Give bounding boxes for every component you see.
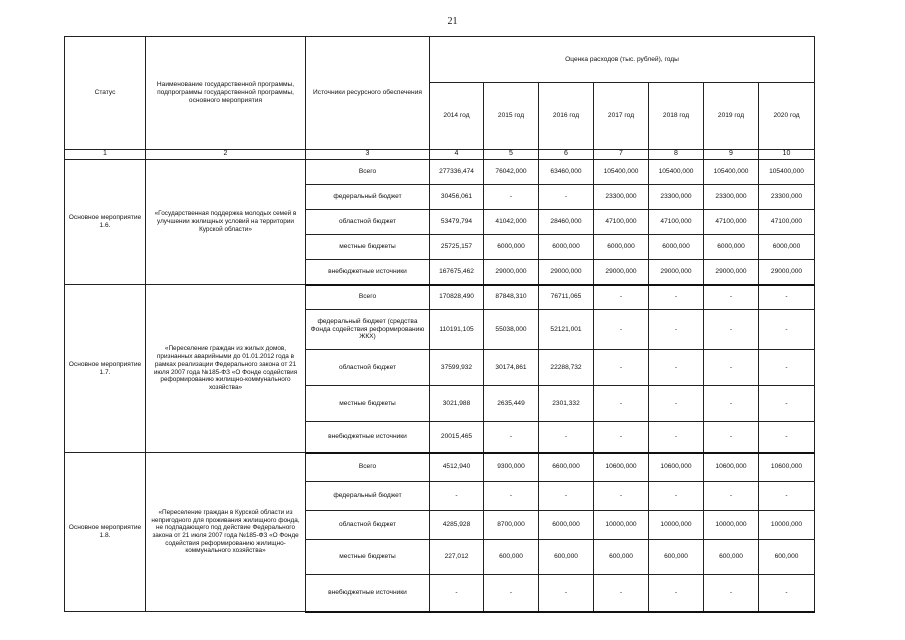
- value-cell: 600,000: [649, 540, 704, 575]
- value-cell: -: [704, 386, 759, 422]
- value-cell: 29000,000: [649, 260, 704, 285]
- year-header: 2017 год: [594, 83, 649, 150]
- value-cell: 23300,000: [649, 185, 704, 210]
- column-number: 2: [146, 150, 306, 160]
- column-number: 7: [594, 150, 649, 160]
- value-cell: 277336,474: [430, 160, 484, 185]
- table-row: [65, 160, 815, 185]
- column-number: 1: [65, 150, 146, 160]
- value-cell: -: [594, 310, 649, 350]
- source-cell: Всего: [306, 285, 430, 310]
- value-cell: 47100,000: [649, 210, 704, 235]
- value-cell: 600,000: [759, 540, 815, 575]
- value-cell: 227,012: [430, 540, 484, 575]
- value-cell: 6000,000: [759, 235, 815, 260]
- value-cell: 87848,310: [484, 285, 539, 310]
- header-row: [65, 37, 815, 83]
- value-cell: -: [430, 482, 484, 511]
- value-cell: 55038,000: [484, 310, 539, 350]
- value-cell: 10600,000: [649, 453, 704, 482]
- value-cell: 3021,988: [430, 386, 484, 422]
- source-cell: областной бюджет: [306, 210, 430, 235]
- value-cell: 23300,000: [594, 185, 649, 210]
- value-cell: 600,000: [539, 540, 594, 575]
- column-number: 3: [306, 150, 430, 160]
- value-cell: 600,000: [594, 540, 649, 575]
- value-cell: 6600,000: [539, 453, 594, 482]
- program-header: Наименование государственной программы, подпрограммы государственной программы, основного мероприятия: [146, 37, 306, 150]
- value-cell: -: [484, 482, 539, 511]
- value-cell: -: [759, 386, 815, 422]
- value-cell: 6000,000: [539, 511, 594, 540]
- value-cell: 8700,000: [484, 511, 539, 540]
- value-cell: -: [430, 575, 484, 612]
- column-number: 9: [704, 150, 759, 160]
- value-cell: -: [704, 422, 759, 453]
- value-cell: -: [704, 575, 759, 612]
- source-cell: Всего: [306, 160, 430, 185]
- budget-table: [64, 36, 815, 613]
- value-cell: -: [484, 185, 539, 210]
- value-cell: 9300,000: [484, 453, 539, 482]
- source-cell: федеральный бюджет: [306, 185, 430, 210]
- value-cell: -: [759, 482, 815, 511]
- value-cell: -: [539, 482, 594, 511]
- table-body: [65, 37, 815, 612]
- status-cell: Основное мероприятие 1.7.: [65, 285, 146, 453]
- column-number-row: [65, 150, 815, 160]
- source-cell: областной бюджет: [306, 350, 430, 386]
- value-cell: 63460,000: [539, 160, 594, 185]
- value-cell: -: [759, 350, 815, 386]
- value-cell: -: [759, 575, 815, 612]
- value-cell: 41042,000: [484, 210, 539, 235]
- value-cell: 10000,000: [704, 511, 759, 540]
- value-cell: 10000,000: [759, 511, 815, 540]
- value-cell: 4285,928: [430, 511, 484, 540]
- source-cell: местные бюджеты: [306, 235, 430, 260]
- status-cell: Основное мероприятие 1.6.: [65, 160, 146, 285]
- value-cell: -: [594, 575, 649, 612]
- column-number: 5: [484, 150, 539, 160]
- value-cell: 600,000: [484, 540, 539, 575]
- year-header: 2019 год: [704, 83, 759, 150]
- source-cell: местные бюджеты: [306, 540, 430, 575]
- value-cell: -: [484, 422, 539, 453]
- value-cell: 29000,000: [484, 260, 539, 285]
- column-number: 8: [649, 150, 704, 160]
- value-cell: 76042,000: [484, 160, 539, 185]
- value-cell: -: [759, 310, 815, 350]
- value-cell: 105400,000: [704, 160, 759, 185]
- value-cell: 47100,000: [594, 210, 649, 235]
- value-cell: 2301,332: [539, 386, 594, 422]
- value-cell: 29000,000: [704, 260, 759, 285]
- value-cell: 76711,065: [539, 285, 594, 310]
- source-cell: внебюджетные источники: [306, 260, 430, 285]
- value-cell: 10600,000: [704, 453, 759, 482]
- value-cell: -: [594, 482, 649, 511]
- value-cell: 167675,462: [430, 260, 484, 285]
- source-cell: федеральный бюджет: [306, 482, 430, 511]
- value-cell: -: [539, 185, 594, 210]
- value-cell: -: [759, 285, 815, 310]
- value-cell: 10000,000: [649, 511, 704, 540]
- value-cell: 105400,000: [649, 160, 704, 185]
- value-cell: 600,000: [704, 540, 759, 575]
- year-header: 2016 год: [539, 83, 594, 150]
- value-cell: -: [649, 422, 704, 453]
- value-cell: 10600,000: [594, 453, 649, 482]
- value-cell: 47100,000: [704, 210, 759, 235]
- program-cell: «Государственная поддержка молодых семей в улучшении жилищных условий на территории Курской области»: [146, 160, 306, 285]
- value-cell: 4512,940: [430, 453, 484, 482]
- value-cell: 105400,000: [594, 160, 649, 185]
- source-cell: внебюджетные источники: [306, 575, 430, 612]
- value-cell: 30174,861: [484, 350, 539, 386]
- estimate-header: Оценка расходов (тыс. рублей), годы: [430, 37, 815, 83]
- value-cell: -: [649, 310, 704, 350]
- value-cell: 28460,000: [539, 210, 594, 235]
- value-cell: -: [649, 285, 704, 310]
- year-header: 2014 год: [430, 83, 484, 150]
- value-cell: 47100,000: [759, 210, 815, 235]
- column-number: 6: [539, 150, 594, 160]
- source-cell: Всего: [306, 453, 430, 482]
- table-row: [65, 453, 815, 482]
- source-cell: областной бюджет: [306, 511, 430, 540]
- source-cell: федеральный бюджет (средства Фонда содействия реформированию ЖКХ): [306, 310, 430, 350]
- value-cell: 23300,000: [704, 185, 759, 210]
- year-header: 2020 год: [759, 83, 815, 150]
- value-cell: 53479,794: [430, 210, 484, 235]
- value-cell: -: [649, 350, 704, 386]
- value-cell: -: [649, 386, 704, 422]
- value-cell: 20015,465: [430, 422, 484, 453]
- value-cell: 105400,000: [759, 160, 815, 185]
- source-cell: внебюджетные источники: [306, 422, 430, 453]
- value-cell: -: [704, 350, 759, 386]
- value-cell: -: [594, 422, 649, 453]
- sources-header: Источники ресурсного обеспечения: [306, 37, 430, 150]
- year-header: 2018 год: [649, 83, 704, 150]
- value-cell: -: [594, 350, 649, 386]
- year-header: 2015 год: [484, 83, 539, 150]
- column-number: 10: [759, 150, 815, 160]
- value-cell: 29000,000: [539, 260, 594, 285]
- value-cell: -: [594, 285, 649, 310]
- status-header: Статус: [65, 37, 146, 150]
- value-cell: -: [759, 422, 815, 453]
- value-cell: -: [594, 386, 649, 422]
- value-cell: 6000,000: [484, 235, 539, 260]
- value-cell: 10000,000: [594, 511, 649, 540]
- value-cell: 37599,932: [430, 350, 484, 386]
- value-cell: 2635,449: [484, 386, 539, 422]
- column-number: 4: [430, 150, 484, 160]
- value-cell: 6000,000: [649, 235, 704, 260]
- value-cell: 6000,000: [704, 235, 759, 260]
- value-cell: -: [649, 575, 704, 612]
- status-cell: Основное мероприятие 1.8.: [65, 453, 146, 612]
- value-cell: 23300,000: [759, 185, 815, 210]
- value-cell: -: [704, 285, 759, 310]
- value-cell: -: [539, 575, 594, 612]
- value-cell: 170828,490: [430, 285, 484, 310]
- value-cell: 22288,732: [539, 350, 594, 386]
- value-cell: 6000,000: [594, 235, 649, 260]
- value-cell: -: [484, 575, 539, 612]
- source-cell: местные бюджеты: [306, 386, 430, 422]
- table-row: [65, 285, 815, 310]
- value-cell: -: [704, 482, 759, 511]
- value-cell: 52121,001: [539, 310, 594, 350]
- value-cell: 25725,157: [430, 235, 484, 260]
- value-cell: 6000,000: [539, 235, 594, 260]
- value-cell: -: [704, 310, 759, 350]
- value-cell: -: [539, 422, 594, 453]
- value-cell: 110191,105: [430, 310, 484, 350]
- program-cell: «Переселение граждан из жилых домов, признанных аварийными до 01.01.2012 года в рамках реализации Федерального закона от 21 июля 2007 года №185-ФЗ «О Фонде содействия реформированию жилищно-коммунального хозяйства»: [146, 285, 306, 453]
- value-cell: -: [649, 482, 704, 511]
- value-cell: 29000,000: [594, 260, 649, 285]
- value-cell: 10600,000: [759, 453, 815, 482]
- value-cell: 30456,061: [430, 185, 484, 210]
- page-number: 21: [447, 16, 458, 27]
- program-cell: «Переселение граждан в Курской области из непригодного для проживания жилищного фонда, не подпадающего под действие Федерального закона от 21 июля 2007 года №185-ФЗ «О Фонде содействия реформированию жилищно-коммунального хозяйства»: [146, 453, 306, 612]
- value-cell: 29000,000: [759, 260, 815, 285]
